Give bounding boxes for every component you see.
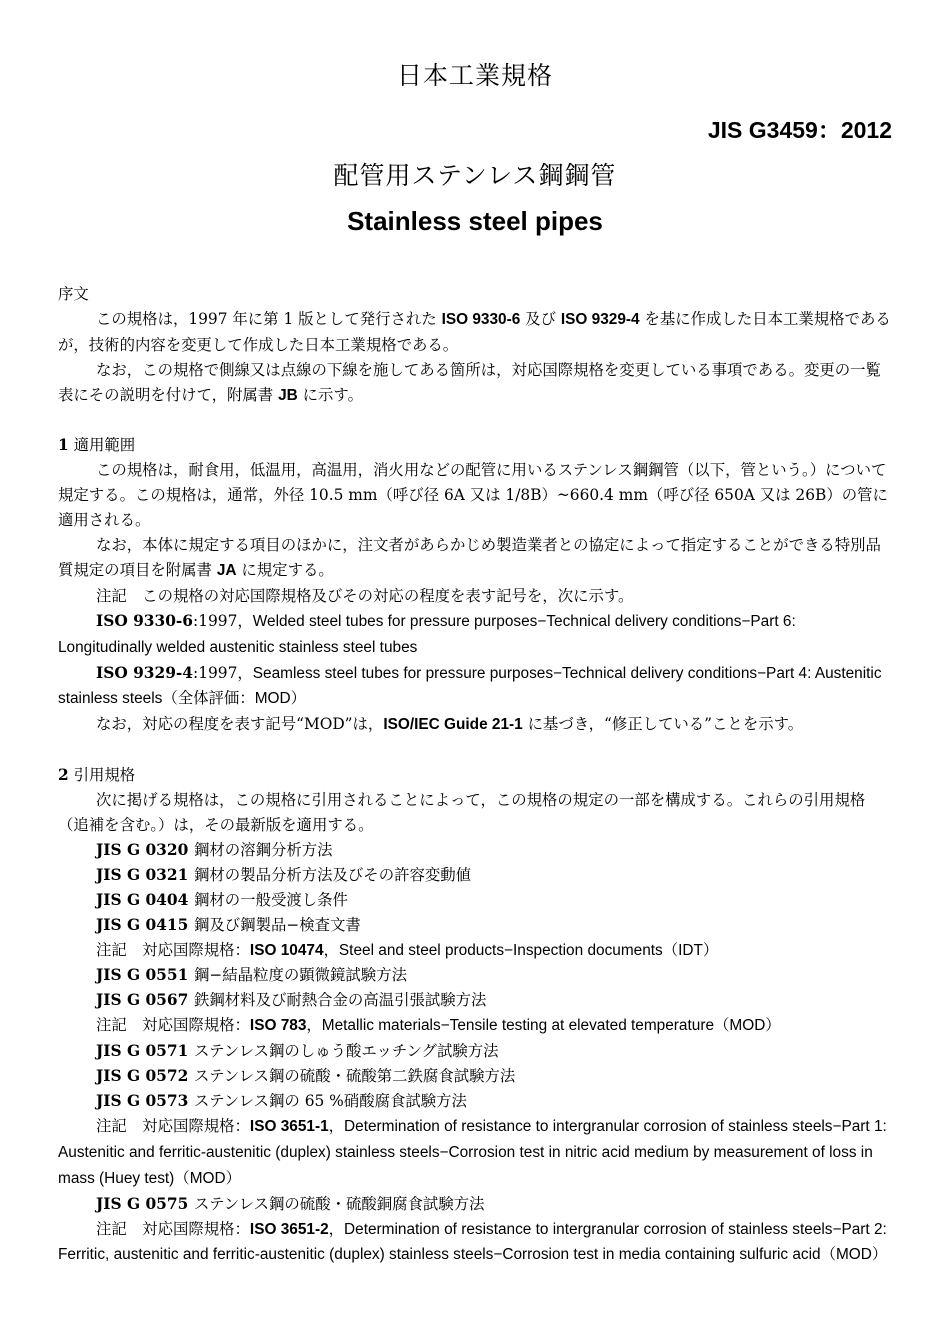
corresponding-standard-1: ISO 9330-6:1997，Welded steel tubes for pressure purposes−Technical delivery conditions−Part 6: Longitudinally welded austenitic stainless steel tubes [58,611,796,656]
iso-note: 注記 対応国際規格：ISO 3651-1，Determination of resistance to intergranular corrosion of stainless steels−Part 1: Austenitic and ferritic-austenitic (duplex) stainless steels−Corrosion test in nitric acid medium by measurement of loss in mass (Huey test)（MOD） [58,1116,887,1187]
jis-reference: JIS G 0571 ステンレス鋼のしゅう酸エッチング試験方法 [96,1042,499,1061]
annex-jb-ref: JB [278,386,298,404]
document-body [58,282,894,1268]
jis-reference: JIS G 0320 鋼材の溶鋼分析方法 [96,840,333,859]
section-2-heading: 2 引用規格 [58,766,136,785]
jp-industrial-standard-heading: 日本工業規格 [396,61,553,90]
iso-note: 注記 対応国際規格：ISO 3651-2，Determination of resistance to intergranular corrosion of stainless steels−Part 2: Ferritic, austenitic and ferritic-austenitic (duplex) stainless steels−Corrosion test in media containing sulfuric acid（MOD） [58,1219,888,1264]
preface-paragraph-1: この規格は，1997 年に第 1 版として発行された ISO 9330-6 及び ISO 9329-4 を基に作成した日本工業規格であるが，技術的内容を変更して作成した日本工業規格である。 [58,309,891,354]
annex-ja-ref: JA [216,561,237,579]
scope-paragraph-1: この規格は，耐食用，低温用，高温用，消火用などの配管に用いるステンレス鋼鋼管（以下，管という。）について規定する。この規格は，通常，外径 10.5 mm（呼び径 6A 又は 1/8B）~660.4 mm（呼び径 650A 又は 26B）の管に適用される。 [58,461,888,530]
ref-iso-9329-4: ISO 9329-4 [560,310,640,328]
jis-reference: JIS G 0404 鋼材の一般受渡し条件 [96,890,348,909]
scope-paragraph-2: なお，本体に規定する項目のほかに，注文者があらかじめ製造業者との協定によって指定することができる特別品質規定の項目を附属書 JA に規定する。 [58,536,881,579]
jis-reference: JIS G 0573 ステンレス鋼の 65 %硝酸腐食試験方法 [96,1091,467,1110]
document-title-en: Stainless steel pipes [347,206,603,236]
normrefs-intro: 次に掲げる規格は，この規格に引用されることによって，この規格の規定の一部を構成する。これらの引用規格（追補を含む。）は，その最新版を適用する。 [58,791,866,834]
scope-note: 注記 この規格の対応国際規格及びその対応の程度を表す記号を，次に示す。 [96,586,634,605]
corresponding-standard-2: ISO 9329-4:1997，Seamless steel tubes for pressure purposes−Technical delivery conditions−Part 4: Austenitic stainless steels（全体評価：MOD） [58,663,882,708]
jis-reference: JIS G 0551 鋼−結晶粒度の顕微鏡試験方法 [96,966,407,985]
section-1-heading: 1 適用範囲 [58,436,136,455]
document-title-jp: 配管用ステンレス鋼鋼管 [333,161,617,190]
mod-explanation: なお，対応の程度を表す記号“MOD”は，ISO/IEC Guide 21-1 に基づき，“修正している”ことを示す。 [96,715,804,734]
iso-note: 注記 対応国際規格：ISO 10474，Steel and steel products−Inspection documents（IDT） [96,940,719,959]
preface-heading: 序文 [58,285,89,303]
iso-iec-guide-ref: ISO/IEC Guide 21-1 [383,716,523,734]
preface-paragraph-2: なお，この規格で側線又は点線の下線を施してある箇所は，対応国際規格を変更している事項である。変更の一覧表にその説明を付けて，附属書 JB に示す。 [58,360,881,404]
ref-iso-9330-6: ISO 9330-6 [441,310,521,328]
jis-reference: JIS G 0575 ステンレス鋼の硫酸・硫酸銅腐食試験方法 [96,1194,485,1213]
jis-reference: JIS G 0321 鋼材の製品分析方法及びその許容変動値 [96,865,472,884]
jis-reference: JIS G 0415 鋼及び鋼製品−検査文書 [96,915,361,934]
standard-number: JIS G3459：2012 [707,117,892,143]
jis-reference: JIS G 0572 ステンレス鋼の硫酸・硫酸第二鉄腐食試験方法 [96,1067,516,1086]
jis-reference: JIS G 0567 鉄鋼材料及び耐熱合金の高温引張試験方法 [96,991,487,1010]
iso-note: 注記 対応国際規格：ISO 783，Metallic materials−Tensile testing at elevated temperature（MOD） [96,1016,781,1035]
